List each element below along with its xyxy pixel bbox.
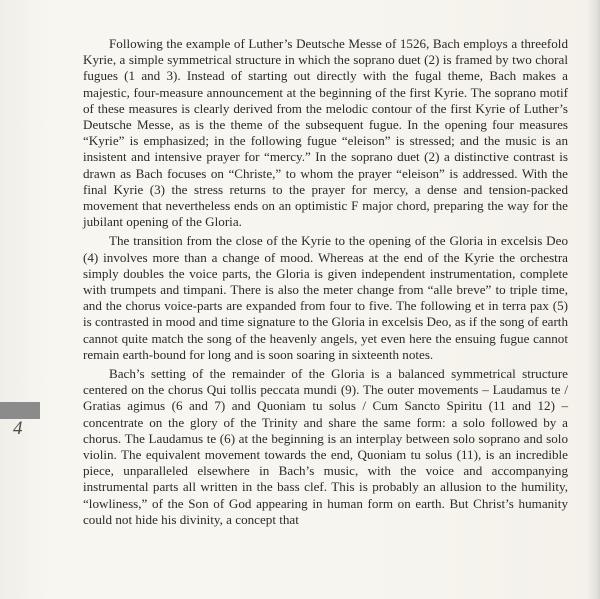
body-text [83, 36, 568, 531]
paragraph-kyrie: Following the example of Luther’s Deutsche Messe of 1526, Bach employs a threefold Kyrie, a simple symmetrical structure in which the soprano duet (2) is framed by two choral fugues (1 and 3). Instead of starting out directly with the fugal theme, Bach makes a majestic, four-measure announcement at the beginning of the first Kyrie. The soprano motif of these measures is clearly derived from the melodic contour of the first Kyrie of Luther’s Deutsche Messe, as is the theme of the subsequent fugue. In the opening four measures “Kyrie” is emphasized; in the following fugue “eleison” is stressed; and the music is an insistent and intensive prayer for “mercy.” In the soprano duet (2) a distinctive contrast is drawn as Bach focuses on “Christe,” to whom the prayer “eleison” is addressed. With the final Kyrie (3) the stress returns to the prayer for mercy, a dense and tension-packed movement that nevertheless ends on an optimistic F major chord, preparing the way for the jubilant opening of the Gloria. [83, 36, 568, 230]
page-edge-shadow [586, 0, 600, 599]
page-number-tab [0, 402, 40, 419]
paragraph-gloria-transition: The transition from the close of the Kyrie to the opening of the Gloria in excelsis Deo (4) involves more than a change of mood. Whereas at the end of the Kyrie the orchestra simply doubles the voice parts, the Gloria is given independent instrumentation, complete with trumpets and timpani. There is also the meter change from “alle breve” to triple time, and the chorus voice-parts are expanded from four to five. The following et in terra pax (5) is contrasted in mood and time signature to the Gloria in excelsis Deo, as if the song of earth cannot quite match the song of the heavenly angels, yet even here the ensuing fugue cannot remain earth-bound for long and is soon soaring in sixteenth notes. [83, 233, 568, 362]
paragraph-gloria-structure: Bach’s setting of the remainder of the Gloria is a balanced symmetrical structure centered on the chorus Qui tollis peccata mundi (9). The outer movements – Laudamus te / Gratias agimus (6 and 7) and Quoniam tu solus / Cum Sancto Spiritu (11 and 12) – concentrate on the glory of the Trinity and share the same form: a solo followed by a chorus. The Laudamus te (6) at the beginning is an interplay between solo soprano and solo violin. The equivalent movement towards the end, Quoniam tu solus (11), is an incredible piece, unparalleled elsewhere in Bach’s music, with the voice and accompanying instrumental parts all written in the bass clef. This is probably an allusion to the humility, “lowliness,” of the Son of God appearing in human form on earth. But Christ’s humanity could not hide his divinity, a concept that [83, 366, 568, 527]
page-number: 4 [13, 418, 24, 439]
